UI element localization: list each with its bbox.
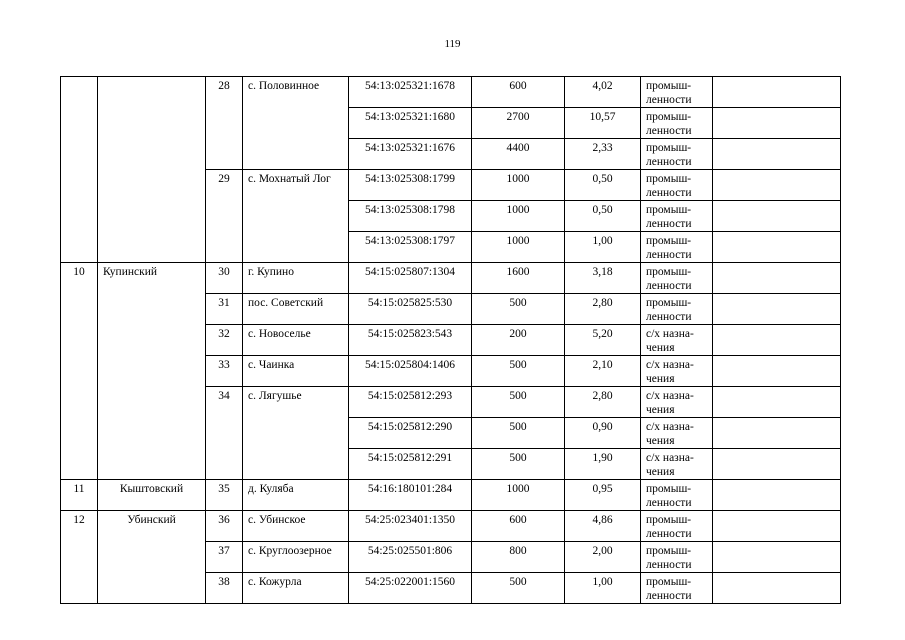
- cell-area: 200: [472, 325, 565, 356]
- cell-purpose: промыш-ленности: [641, 170, 713, 201]
- cell-settlement-number: 31: [206, 294, 243, 325]
- cell-area: 600: [472, 511, 565, 542]
- cell-value: 5,20: [565, 325, 641, 356]
- cell-settlement-number: 36: [206, 511, 243, 542]
- cell-purpose: промыш-ленности: [641, 294, 713, 325]
- cell-settlement: г. Купино: [243, 263, 349, 294]
- cell-cadastral-number: 54:25:022001:1560: [349, 573, 472, 604]
- cell-note: [713, 77, 841, 108]
- cell-cadastral-number: 54:15:025812:293: [349, 387, 472, 418]
- cell-note: [713, 449, 841, 480]
- cell-note: [713, 418, 841, 449]
- cell-note: [713, 139, 841, 170]
- cell-value: 0,90: [565, 418, 641, 449]
- cell-value: 0,50: [565, 201, 641, 232]
- cell-note: [713, 108, 841, 139]
- cell-purpose: промыш-ленности: [641, 77, 713, 108]
- cell-region-number: 12: [61, 511, 98, 604]
- cell-note: [713, 356, 841, 387]
- cell-settlement: с. Мохнатый Лог: [243, 170, 349, 263]
- cell-settlement: с. Чаинка: [243, 356, 349, 387]
- cell-purpose: с/х назна-чения: [641, 418, 713, 449]
- table-row: [61, 511, 841, 542]
- cell-purpose: с/х назна-чения: [641, 387, 713, 418]
- table-row: [61, 77, 841, 108]
- cell-settlement-number: 37: [206, 542, 243, 573]
- cell-value: 2,33: [565, 139, 641, 170]
- cell-note: [713, 542, 841, 573]
- cell-area: 500: [472, 387, 565, 418]
- page-number: 119: [444, 38, 461, 50]
- cell-settlement: с. Лягушье: [243, 387, 349, 480]
- cell-purpose: промыш-ленности: [641, 108, 713, 139]
- cell-area: 800: [472, 542, 565, 573]
- cell-value: 2,80: [565, 387, 641, 418]
- cell-purpose: промыш-ленности: [641, 201, 713, 232]
- cell-district: Убинский: [98, 511, 206, 604]
- cell-value: 2,00: [565, 542, 641, 573]
- cell-value: 3,18: [565, 263, 641, 294]
- cell-purpose: промыш-ленности: [641, 263, 713, 294]
- cell-area: 1000: [472, 232, 565, 263]
- cell-cadastral-number: 54:13:025308:1798: [349, 201, 472, 232]
- cell-district: Кыштовский: [98, 480, 206, 511]
- cell-settlement-number: 30: [206, 263, 243, 294]
- cell-area: 4400: [472, 139, 565, 170]
- cell-value: 4,02: [565, 77, 641, 108]
- cell-purpose: промыш-ленности: [641, 573, 713, 604]
- cell-district: [98, 77, 206, 263]
- cell-cadastral-number: 54:15:025807:1304: [349, 263, 472, 294]
- cell-settlement: с. Круглоозерное: [243, 542, 349, 573]
- cell-cadastral-number: 54:15:025812:290: [349, 418, 472, 449]
- table-row: [61, 480, 841, 511]
- cell-note: [713, 480, 841, 511]
- cell-settlement-number: 38: [206, 573, 243, 604]
- cell-settlement-number: 35: [206, 480, 243, 511]
- cell-note: [713, 232, 841, 263]
- cell-cadastral-number: 54:15:025812:291: [349, 449, 472, 480]
- cell-cadastral-number: 54:13:025321:1678: [349, 77, 472, 108]
- cell-area: 500: [472, 356, 565, 387]
- cell-settlement-number: 32: [206, 325, 243, 356]
- cell-value: 4,86: [565, 511, 641, 542]
- cell-cadastral-number: 54:15:025823:543: [349, 325, 472, 356]
- table-row: [61, 263, 841, 294]
- cell-note: [713, 511, 841, 542]
- cell-note: [713, 387, 841, 418]
- cell-settlement: пос. Советский: [243, 294, 349, 325]
- cell-value: 2,10: [565, 356, 641, 387]
- cell-value: 1,00: [565, 573, 641, 604]
- cell-area: 500: [472, 573, 565, 604]
- cell-purpose: промыш-ленности: [641, 480, 713, 511]
- cell-cadastral-number: 54:13:025321:1680: [349, 108, 472, 139]
- cell-note: [713, 573, 841, 604]
- cell-value: 0,95: [565, 480, 641, 511]
- cell-note: [713, 294, 841, 325]
- cell-value: 1,00: [565, 232, 641, 263]
- cell-settlement-number: 29: [206, 170, 243, 263]
- cell-settlement-number: 34: [206, 387, 243, 480]
- cell-value: 2,80: [565, 294, 641, 325]
- cell-area: 500: [472, 294, 565, 325]
- cell-area: 1600: [472, 263, 565, 294]
- cell-area: 2700: [472, 108, 565, 139]
- cell-area: 1000: [472, 170, 565, 201]
- cell-note: [713, 263, 841, 294]
- cell-settlement: с. Убинское: [243, 511, 349, 542]
- cell-value: 10,57: [565, 108, 641, 139]
- cell-cadastral-number: 54:16:180101:284: [349, 480, 472, 511]
- cell-note: [713, 325, 841, 356]
- cell-purpose: с/х назна-чения: [641, 325, 713, 356]
- cell-value: 1,90: [565, 449, 641, 480]
- cell-cadastral-number: 54:25:023401:1350: [349, 511, 472, 542]
- cell-cadastral-number: 54:25:025501:806: [349, 542, 472, 573]
- cell-cadastral-number: 54:13:025321:1676: [349, 139, 472, 170]
- cell-purpose: промыш-ленности: [641, 232, 713, 263]
- cell-area: 600: [472, 77, 565, 108]
- cell-district: Купинский: [98, 263, 206, 480]
- cell-settlement-number: 33: [206, 356, 243, 387]
- cell-note: [713, 201, 841, 232]
- cell-purpose: с/х назна-чения: [641, 449, 713, 480]
- cell-area: 500: [472, 449, 565, 480]
- cell-purpose: промыш-ленности: [641, 542, 713, 573]
- cell-settlement: д. Куляба: [243, 480, 349, 511]
- land-plots-table: [60, 76, 841, 604]
- cell-value: 0,50: [565, 170, 641, 201]
- cell-settlement-number: 28: [206, 77, 243, 170]
- cell-cadastral-number: 54:13:025308:1799: [349, 170, 472, 201]
- cell-area: 500: [472, 418, 565, 449]
- cell-purpose: с/х назна-чения: [641, 356, 713, 387]
- cell-purpose: промыш-ленности: [641, 139, 713, 170]
- cell-cadastral-number: 54:15:025804:1406: [349, 356, 472, 387]
- cell-settlement: с. Новоселье: [243, 325, 349, 356]
- cell-note: [713, 170, 841, 201]
- cell-area: 1000: [472, 201, 565, 232]
- cell-purpose: промыш-ленности: [641, 511, 713, 542]
- cell-region-number: 11: [61, 480, 98, 511]
- cell-area: 1000: [472, 480, 565, 511]
- cell-cadastral-number: 54:15:025825:530: [349, 294, 472, 325]
- cell-region-number: 10: [61, 263, 98, 480]
- cell-settlement: с. Кожурла: [243, 573, 349, 604]
- cell-region-number: [61, 77, 98, 263]
- cell-cadastral-number: 54:13:025308:1797: [349, 232, 472, 263]
- cell-settlement: с. Половинное: [243, 77, 349, 170]
